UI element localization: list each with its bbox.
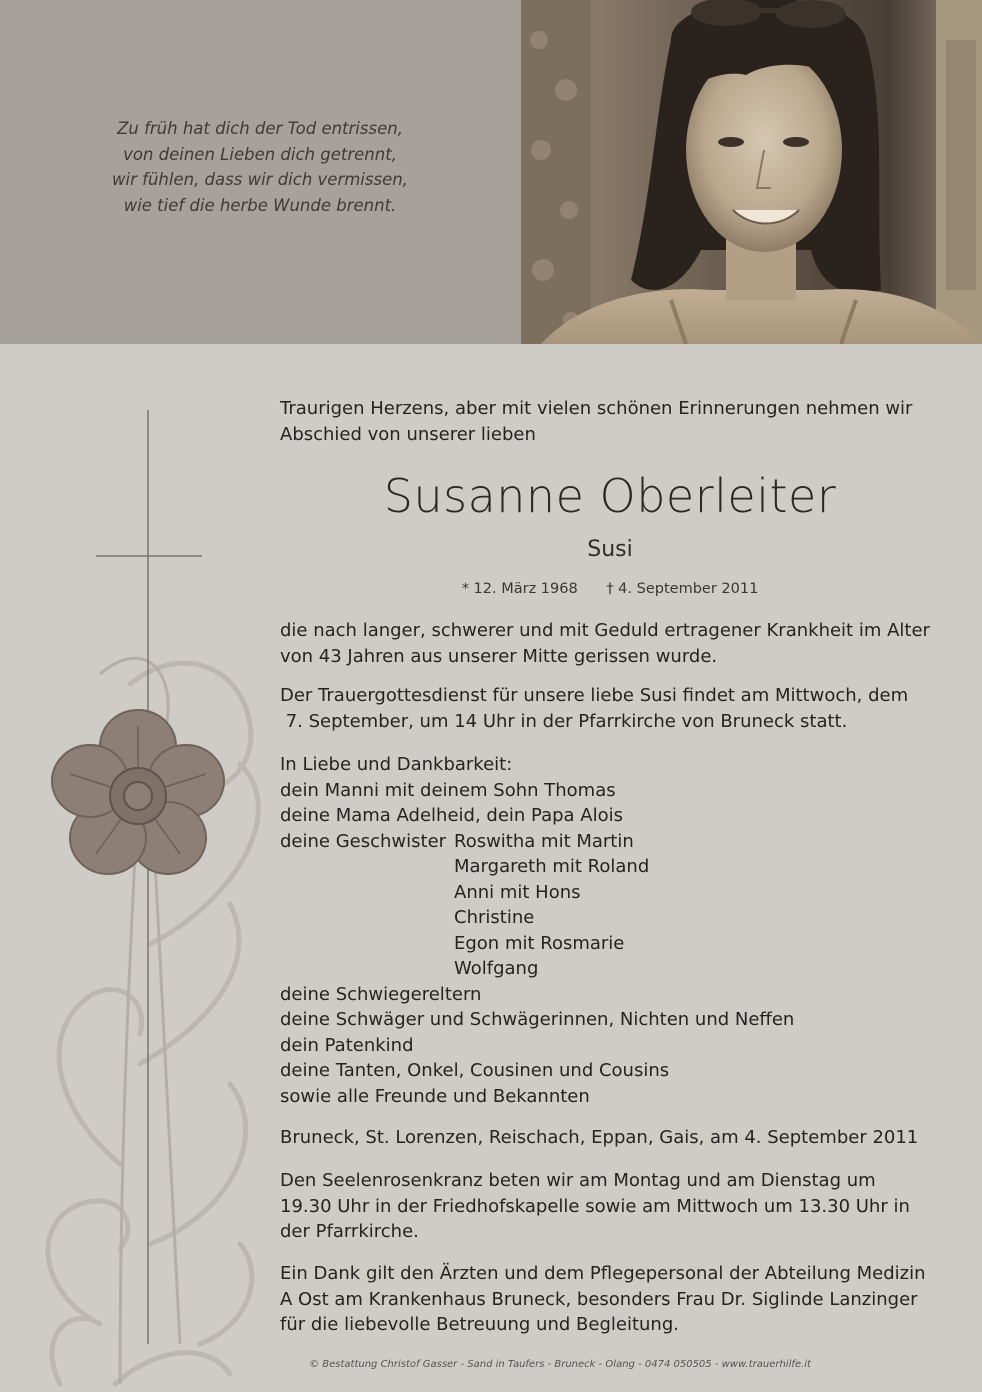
text-line: die nach langer, schwerer und mit Geduld ertragener Krankheit im Alter: [280, 620, 930, 641]
mourner-line: deine Mama Adelheid, dein Papa Alois: [280, 805, 623, 826]
mourner-line: sowie alle Freunde und Bekannten: [280, 1085, 590, 1107]
service-paragraph: [280, 683, 940, 734]
text-line: Bruneck, St. Lorenzen, Reischach, Eppan, Gais, am 4. September 2011: [280, 1127, 919, 1148]
nickname: Susi: [587, 537, 633, 562]
mourner-line: deine Schwiegereltern: [280, 983, 482, 1005]
thanks-paragraph: [280, 1261, 940, 1338]
footer-credit: © Bestattung Christof Gasser - Sand in Taufers - Bruneck - Olang - 0474 050505 - www.trauerhilfe.it: [309, 1359, 811, 1370]
birth-date: * 12. März 1968: [461, 581, 578, 597]
poem: [60, 116, 460, 218]
text-line: der Pfarrkirche.: [280, 1221, 419, 1242]
mourners-heading: In Liebe und Dankbarkeit:: [280, 754, 513, 775]
cross-flower-decoration: [0, 344, 270, 1388]
poem-line: wie tief die herbe Wunde brennt.: [123, 195, 397, 215]
siblings-label: deine Geschwister: [280, 830, 447, 852]
mourner-line: dein Patenkind: [280, 1034, 414, 1056]
life-dates: [280, 578, 940, 600]
mourner-line: dein Manni mit deinem Sohn Thomas: [280, 779, 616, 801]
intro-line: Traurigen Herzens, aber mit vielen schönen Erinnerungen nehmen wir: [280, 398, 913, 419]
sibling: Roswitha mit Martin: [454, 830, 634, 852]
sibling: Wolfgang: [454, 958, 539, 979]
text-line: A Ost am Krankenhaus Bruneck, besonders Frau Dr. Siglinde Lanzinger: [280, 1288, 918, 1310]
siblings-row: [280, 829, 940, 855]
place-date: [280, 1125, 940, 1151]
poem-line: von deinen Lieben dich getrennt,: [123, 144, 397, 164]
intro-text: [280, 396, 940, 447]
sibling: Anni mit Hons: [454, 881, 581, 903]
rosary-paragraph: [280, 1168, 940, 1245]
illness-paragraph: [280, 618, 940, 669]
portrait-photo: [521, 0, 982, 344]
sibling: Egon mit Rosmarie: [454, 932, 625, 954]
death-date: † 4. September 2011: [606, 581, 759, 597]
deceased-name: Susanne Oberleiter: [383, 469, 837, 523]
flower-icon: [52, 710, 224, 874]
text-line: Der Trauergottesdienst für unsere liebe Susi findet am Mittwoch, dem: [280, 685, 909, 706]
text-line: 7. September, um 14 Uhr in der Pfarrkirche von Bruneck statt.: [280, 710, 848, 732]
sibling: Christine: [454, 907, 535, 928]
sibling: Margareth mit Roland: [454, 856, 650, 877]
text-line: für die liebevolle Betreuung und Begleitung.: [280, 1314, 679, 1335]
text-line: Ein Dank gilt den Ärzten und dem Pflegepersonal der Abteilung Medizin: [280, 1263, 926, 1284]
intro-line: Abschied von unserer lieben: [280, 423, 536, 445]
text-line: von 43 Jahren aus unserer Mitte gerissen wurde.: [280, 645, 718, 667]
mourner-line: deine Schwäger und Schwägerinnen, Nichten und Neffen: [280, 1009, 795, 1030]
mourner-line: deine Tanten, Onkel, Cousinen und Cousins: [280, 1060, 670, 1081]
poem-line: Zu früh hat dich der Tod entrissen,: [117, 119, 403, 138]
mourners-list: [280, 752, 940, 1109]
text-line: Den Seelenrosenkranz beten wir am Montag und am Dienstag um: [280, 1170, 876, 1191]
text-line: 19.30 Uhr in der Friedhofskapelle sowie am Mittwoch um 13.30 Uhr in: [280, 1195, 910, 1217]
poem-line: wir fühlen, dass wir dich vermissen,: [112, 170, 408, 189]
